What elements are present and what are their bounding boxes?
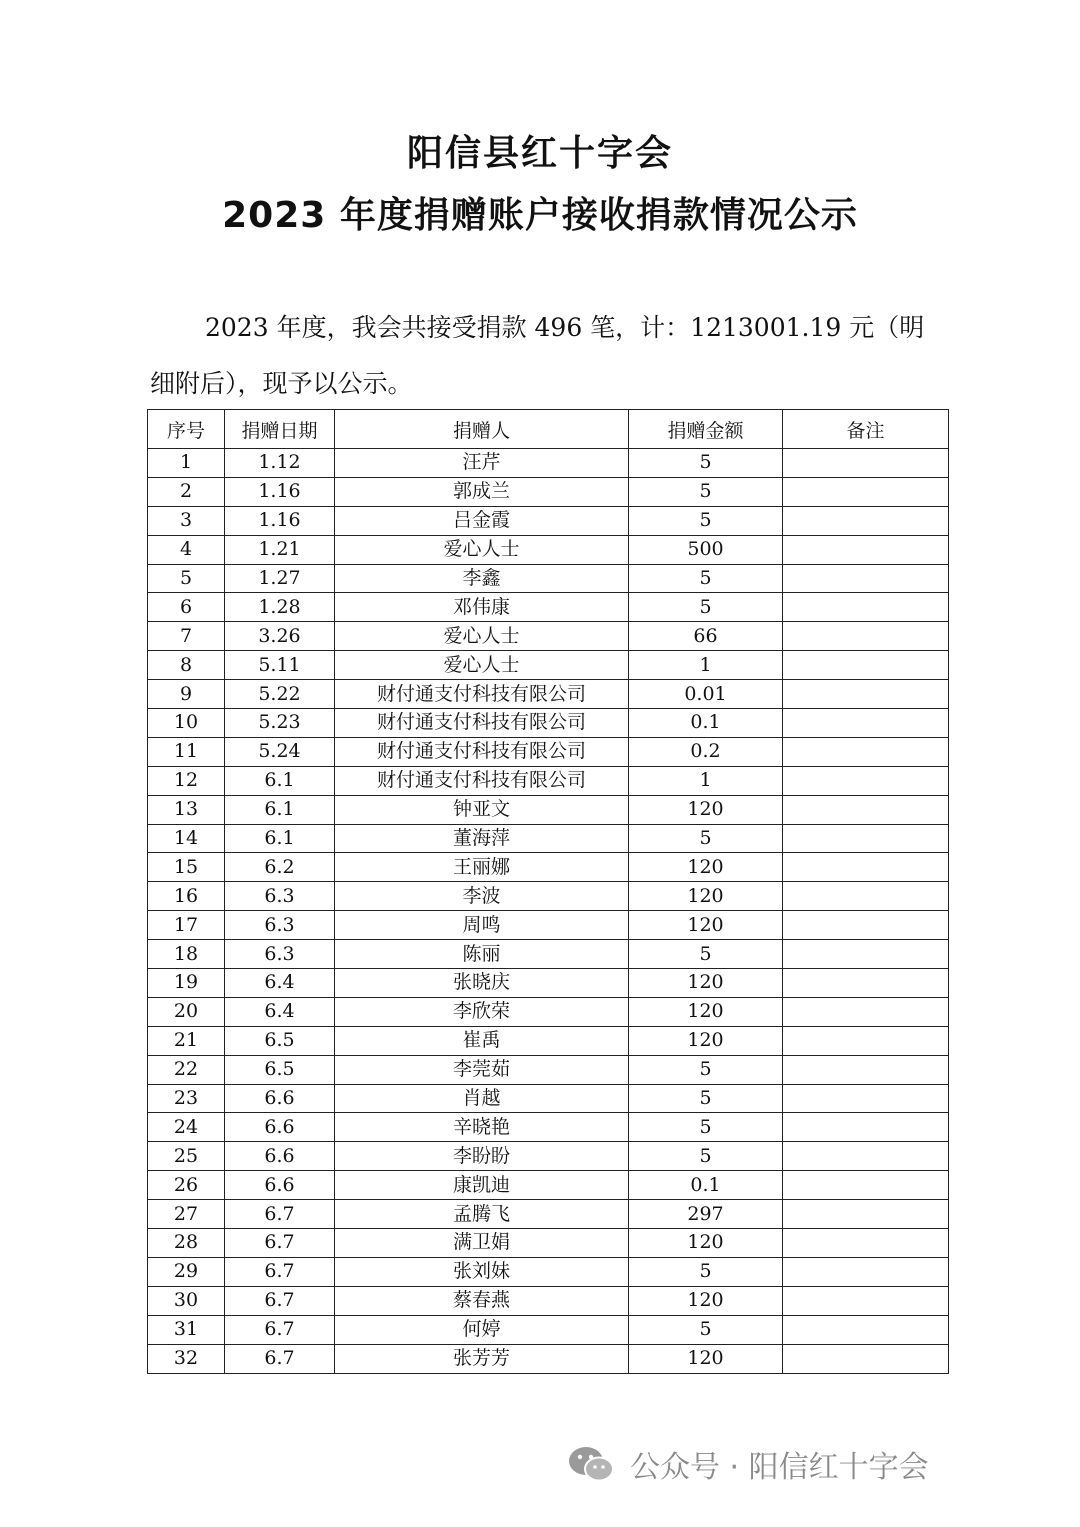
cell-index: 8 xyxy=(148,651,225,680)
cell-donor: 孟腾飞 xyxy=(335,1200,629,1229)
cell-donor: 张芳芳 xyxy=(335,1344,629,1373)
cell-remark xyxy=(783,651,949,680)
cell-index: 16 xyxy=(148,882,225,911)
cell-index: 25 xyxy=(148,1142,225,1171)
cell-index: 9 xyxy=(148,680,225,709)
cell-amount: 0.01 xyxy=(629,680,783,709)
cell-amount: 66 xyxy=(629,622,783,651)
cell-date: 6.5 xyxy=(225,1026,335,1055)
cell-index: 30 xyxy=(148,1286,225,1315)
table-row xyxy=(148,1344,949,1373)
document-title: 阳信县红十字会 xyxy=(406,133,673,174)
cell-donor: 周鸣 xyxy=(335,911,629,940)
cell-remark xyxy=(783,766,949,795)
table-row xyxy=(148,449,949,478)
cell-donor: 爱心人士 xyxy=(335,622,629,651)
cell-remark xyxy=(783,940,949,969)
table-row xyxy=(148,535,949,564)
cell-donor: 邓伟康 xyxy=(335,593,629,622)
cell-remark xyxy=(783,506,949,535)
cell-donor: 爱心人士 xyxy=(335,651,629,680)
cell-amount: 500 xyxy=(629,535,783,564)
cell-donor: 何婷 xyxy=(335,1315,629,1344)
cell-remark xyxy=(783,1315,949,1344)
table-row xyxy=(148,1200,949,1229)
cell-date: 6.7 xyxy=(225,1200,335,1229)
cell-donor: 崔禹 xyxy=(335,1026,629,1055)
cell-remark xyxy=(783,622,949,651)
cell-index: 12 xyxy=(148,766,225,795)
cell-date: 1.16 xyxy=(225,477,335,506)
table-row xyxy=(148,1055,949,1084)
table-row xyxy=(148,882,949,911)
table-row xyxy=(148,680,949,709)
cell-index: 1 xyxy=(148,449,225,478)
cell-amount: 5 xyxy=(629,1257,783,1286)
table-row xyxy=(148,506,949,535)
cell-amount: 120 xyxy=(629,1286,783,1315)
cell-index: 22 xyxy=(148,1055,225,1084)
cell-index: 31 xyxy=(148,1315,225,1344)
cell-remark xyxy=(783,709,949,738)
cell-amount: 0.1 xyxy=(629,709,783,738)
cell-amount: 5 xyxy=(629,449,783,478)
cell-donor: 肖越 xyxy=(335,1084,629,1113)
cell-amount: 0.2 xyxy=(629,737,783,766)
table-row xyxy=(148,709,949,738)
cell-date: 6.6 xyxy=(225,1113,335,1142)
cell-index: 23 xyxy=(148,1084,225,1113)
cell-amount: 5 xyxy=(629,1055,783,1084)
cell-amount: 120 xyxy=(629,997,783,1026)
cell-date: 6.1 xyxy=(225,824,335,853)
cell-index: 20 xyxy=(148,997,225,1026)
cell-remark xyxy=(783,1286,949,1315)
cell-remark xyxy=(783,680,949,709)
cell-index: 28 xyxy=(148,1229,225,1258)
cell-donor: 张刘妹 xyxy=(335,1257,629,1286)
cell-remark xyxy=(783,1113,949,1142)
cell-remark xyxy=(783,737,949,766)
cell-index: 11 xyxy=(148,737,225,766)
cell-date: 6.3 xyxy=(225,911,335,940)
cell-donor: 财付通支付科技有限公司 xyxy=(335,709,629,738)
cell-remark xyxy=(783,1171,949,1200)
table-row xyxy=(148,940,949,969)
cell-date: 6.7 xyxy=(225,1286,335,1315)
cell-remark xyxy=(783,1142,949,1171)
cell-remark xyxy=(783,449,949,478)
table-header-row xyxy=(148,410,949,449)
cell-amount: 120 xyxy=(629,1229,783,1258)
footer-label: 公众号 · 阳信红十字会 xyxy=(630,1450,929,1485)
document-subtitle: 2023 年度捐赠账户接收捐款情况公示 xyxy=(222,195,858,236)
cell-date: 6.7 xyxy=(225,1257,335,1286)
cell-index: 6 xyxy=(148,593,225,622)
cell-donor: 陈丽 xyxy=(335,940,629,969)
header-index: 序号 xyxy=(148,410,225,449)
cell-date: 6.6 xyxy=(225,1142,335,1171)
cell-index: 7 xyxy=(148,622,225,651)
table-row xyxy=(148,651,949,680)
header-remark: 备注 xyxy=(783,410,949,449)
cell-date: 1.21 xyxy=(225,535,335,564)
cell-date: 6.7 xyxy=(225,1229,335,1258)
cell-date: 6.4 xyxy=(225,997,335,1026)
cell-date: 6.3 xyxy=(225,882,335,911)
cell-remark xyxy=(783,824,949,853)
cell-amount: 1 xyxy=(629,651,783,680)
cell-remark xyxy=(783,1200,949,1229)
cell-donor: 李波 xyxy=(335,882,629,911)
cell-date: 5.24 xyxy=(225,737,335,766)
cell-date: 1.27 xyxy=(225,564,335,593)
cell-amount: 120 xyxy=(629,882,783,911)
cell-amount: 1 xyxy=(629,766,783,795)
cell-index: 21 xyxy=(148,1026,225,1055)
cell-index: 19 xyxy=(148,969,225,998)
cell-amount: 5 xyxy=(629,1084,783,1113)
cell-donor: 财付通支付科技有限公司 xyxy=(335,766,629,795)
cell-index: 5 xyxy=(148,564,225,593)
cell-index: 15 xyxy=(148,853,225,882)
table-row xyxy=(148,1026,949,1055)
cell-remark xyxy=(783,593,949,622)
table-row xyxy=(148,969,949,998)
cell-index: 10 xyxy=(148,709,225,738)
table-row xyxy=(148,824,949,853)
cell-date: 5.22 xyxy=(225,680,335,709)
table-row xyxy=(148,853,949,882)
table-body xyxy=(148,449,949,1374)
cell-remark xyxy=(783,882,949,911)
cell-remark xyxy=(783,1344,949,1373)
cell-date: 5.23 xyxy=(225,709,335,738)
cell-amount: 5 xyxy=(629,477,783,506)
cell-index: 4 xyxy=(148,535,225,564)
cell-donor: 李鑫 xyxy=(335,564,629,593)
cell-index: 29 xyxy=(148,1257,225,1286)
table-row xyxy=(148,1113,949,1142)
cell-donor: 财付通支付科技有限公司 xyxy=(335,737,629,766)
cell-index: 3 xyxy=(148,506,225,535)
table-row xyxy=(148,1142,949,1171)
cell-donor: 李盼盼 xyxy=(335,1142,629,1171)
wechat-footer xyxy=(566,1440,929,1488)
cell-remark xyxy=(783,1229,949,1258)
cell-donor: 郭成兰 xyxy=(335,477,629,506)
intro-paragraph: 2023 年度，我会共接受捐款 496 笔，计：1213001.19 元（明细附后），现予以公示。 xyxy=(150,313,925,398)
cell-date: 6.1 xyxy=(225,766,335,795)
table-row xyxy=(148,795,949,824)
cell-remark xyxy=(783,911,949,940)
cell-donor: 爱心人士 xyxy=(335,535,629,564)
cell-amount: 120 xyxy=(629,853,783,882)
table-row xyxy=(148,1229,949,1258)
cell-date: 3.26 xyxy=(225,622,335,651)
cell-date: 6.4 xyxy=(225,969,335,998)
cell-remark xyxy=(783,997,949,1026)
cell-amount: 5 xyxy=(629,1142,783,1171)
cell-amount: 5 xyxy=(629,564,783,593)
cell-date: 1.16 xyxy=(225,506,335,535)
table-row xyxy=(148,593,949,622)
cell-index: 24 xyxy=(148,1113,225,1142)
cell-donor: 蔡春燕 xyxy=(335,1286,629,1315)
cell-remark xyxy=(783,1026,949,1055)
cell-date: 1.28 xyxy=(225,593,335,622)
header-amount: 捐赠金额 xyxy=(629,410,783,449)
table-row xyxy=(148,1286,949,1315)
cell-amount: 120 xyxy=(629,1344,783,1373)
wechat-icon xyxy=(566,1444,616,1484)
cell-date: 1.12 xyxy=(225,449,335,478)
cell-index: 13 xyxy=(148,795,225,824)
table-row xyxy=(148,622,949,651)
cell-donor: 汪芹 xyxy=(335,449,629,478)
table-row xyxy=(148,766,949,795)
cell-date: 5.11 xyxy=(225,651,335,680)
cell-index: 2 xyxy=(148,477,225,506)
cell-donor: 吕金霞 xyxy=(335,506,629,535)
cell-index: 17 xyxy=(148,911,225,940)
cell-date: 6.3 xyxy=(225,940,335,969)
cell-amount: 120 xyxy=(629,911,783,940)
cell-donor: 满卫娟 xyxy=(335,1229,629,1258)
cell-date: 6.6 xyxy=(225,1084,335,1113)
cell-donor: 李莞茹 xyxy=(335,1055,629,1084)
cell-remark xyxy=(783,1084,949,1113)
table-row xyxy=(148,737,949,766)
donation-table xyxy=(147,409,949,1374)
cell-amount: 5 xyxy=(629,1113,783,1142)
cell-amount: 120 xyxy=(629,795,783,824)
table-row xyxy=(148,1084,949,1113)
cell-donor: 钟亚文 xyxy=(335,795,629,824)
cell-remark xyxy=(783,853,949,882)
cell-index: 26 xyxy=(148,1171,225,1200)
header-date: 捐赠日期 xyxy=(225,410,335,449)
cell-amount: 5 xyxy=(629,940,783,969)
table-row xyxy=(148,997,949,1026)
cell-donor: 张晓庆 xyxy=(335,969,629,998)
cell-amount: 5 xyxy=(629,1315,783,1344)
cell-donor: 财付通支付科技有限公司 xyxy=(335,680,629,709)
cell-date: 6.2 xyxy=(225,853,335,882)
table-row xyxy=(148,1257,949,1286)
cell-donor: 董海萍 xyxy=(335,824,629,853)
cell-donor: 辛晓艳 xyxy=(335,1113,629,1142)
cell-remark xyxy=(783,795,949,824)
cell-remark xyxy=(783,477,949,506)
cell-date: 6.5 xyxy=(225,1055,335,1084)
table-row xyxy=(148,1171,949,1200)
cell-index: 14 xyxy=(148,824,225,853)
cell-amount: 297 xyxy=(629,1200,783,1229)
cell-amount: 5 xyxy=(629,593,783,622)
cell-date: 6.7 xyxy=(225,1315,335,1344)
cell-index: 18 xyxy=(148,940,225,969)
header-donor: 捐赠人 xyxy=(335,410,629,449)
cell-amount: 120 xyxy=(629,969,783,998)
cell-remark xyxy=(783,1055,949,1084)
cell-date: 6.6 xyxy=(225,1171,335,1200)
cell-amount: 5 xyxy=(629,506,783,535)
cell-amount: 120 xyxy=(629,1026,783,1055)
cell-remark xyxy=(783,535,949,564)
cell-index: 32 xyxy=(148,1344,225,1373)
cell-index: 27 xyxy=(148,1200,225,1229)
document-title-block xyxy=(0,128,1080,242)
cell-date: 6.7 xyxy=(225,1344,335,1373)
table-row xyxy=(148,1315,949,1344)
table-row xyxy=(148,477,949,506)
cell-date: 6.1 xyxy=(225,795,335,824)
cell-amount: 0.1 xyxy=(629,1171,783,1200)
cell-remark xyxy=(783,969,949,998)
cell-amount: 5 xyxy=(629,824,783,853)
cell-donor: 王丽娜 xyxy=(335,853,629,882)
cell-remark xyxy=(783,564,949,593)
table-row xyxy=(148,564,949,593)
cell-remark xyxy=(783,1257,949,1286)
table-row xyxy=(148,911,949,940)
cell-donor: 康凯迪 xyxy=(335,1171,629,1200)
cell-donor: 李欣荣 xyxy=(335,997,629,1026)
